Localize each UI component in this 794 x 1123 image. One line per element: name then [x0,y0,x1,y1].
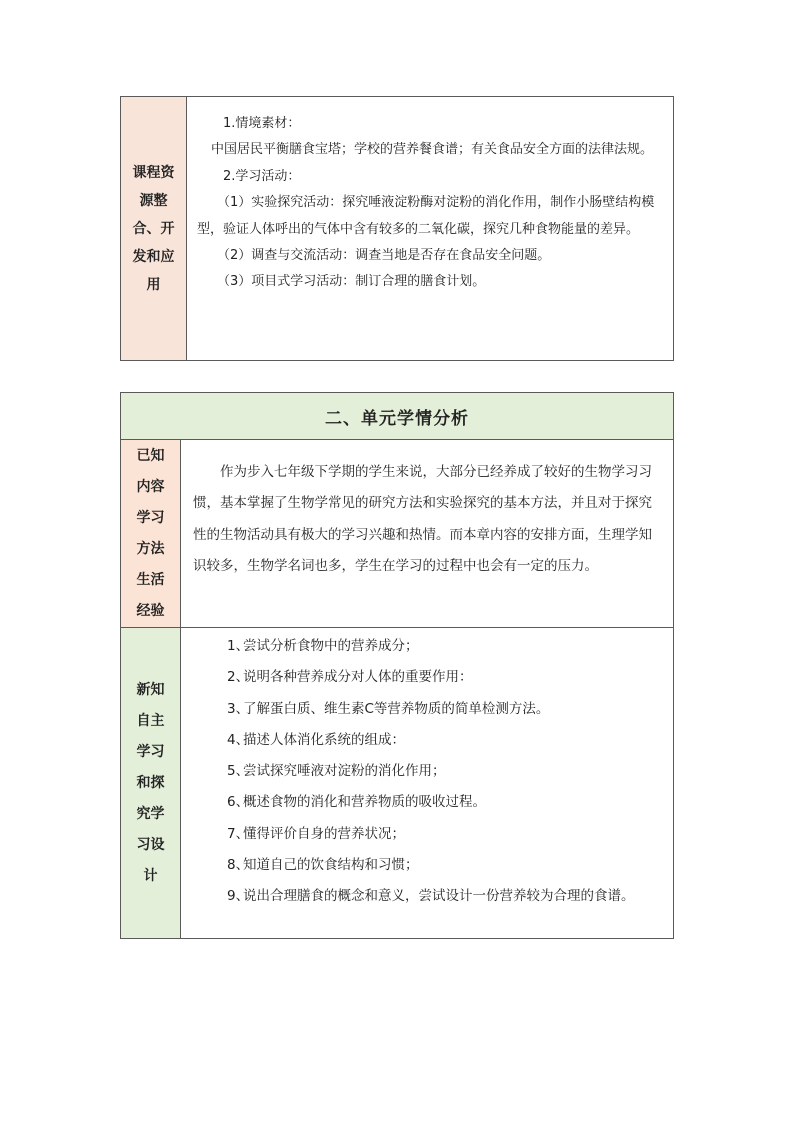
new-knowledge-label [137,675,165,892]
list-item [181,694,663,725]
list-item-number: 2、 [227,669,250,686]
list-item-number: 4、 [227,731,250,748]
list-item-text: 说出合理膳食的概念和意义，尝试设计一份营养较为合理的食谱。 [243,888,635,905]
new-knowledge-row [121,627,673,938]
list-item-text: 了解蛋白质、维生素C等营养物质的简单检测方法。 [243,700,550,717]
resource-paragraph: （1）实验探究活动：探究唾液淀粉酶对淀粉的消化作用，制作小肠壁结构模型，验证人体呼出的气体中含有较多的二氧化碳，探究几种食物能量的差异。 [197,195,655,237]
new-knowledge-label-line: 学习 [136,743,165,760]
resource-paragraph: 中国居民平衡膳食宝塔；学校的营养餐食谱；有关食品安全方面的法律法规。 [211,142,654,158]
resource-label-line: 源整 [139,192,168,209]
new-knowledge-label-cell [121,628,181,938]
resource-paragraph: （2）调查与交流活动：调查当地是否存在食品安全问题。 [217,248,551,264]
resource-table [120,96,674,361]
new-knowledge-label-line: 和探 [136,774,165,791]
list-item-text: 知道自己的饮食结构和习惯； [243,857,419,874]
list-item [181,881,663,912]
new-knowledge-label-line: 计 [143,867,158,884]
resource-label-cell [121,97,187,360]
list-item [181,787,663,818]
learner-analysis-table [120,392,674,939]
section-title: 二、单元学情分析 [121,393,673,439]
known-label [137,441,165,627]
list-item-text: 尝试探究唾液对淀粉的消化作用； [243,763,446,780]
new-knowledge-label-line: 自主 [136,712,165,729]
new-knowledge-label-line: 习设 [136,836,165,853]
list-item-number: 1、 [227,638,250,654]
known-label-line: 生活 [136,571,165,588]
list-item-number: 7、 [227,825,250,842]
known-label-line: 学习 [136,509,165,526]
new-knowledge-label-line: 新知 [136,681,165,698]
list-item [181,756,663,787]
resource-paragraph: 2.学习活动： [223,168,301,184]
list-item-number: 5、 [227,763,250,780]
resource-paragraph: （3）项目式学习活动：制订合理的膳食计划。 [217,274,486,290]
list-item-text: 描述人体消化系统的组成： [243,731,405,748]
list-item [181,662,663,693]
list-item-text: 尝试分析食物中的营养成分； [243,638,419,654]
list-item-number: 3、 [227,700,250,717]
known-label-line: 经验 [136,602,165,619]
objectives-list-cell [181,628,673,938]
new-knowledge-label-line: 究学 [136,805,165,822]
known-label-line: 内容 [136,478,165,495]
resource-paragraph: 1.情境素材： [223,116,301,131]
list-item-number: 6、 [227,794,250,811]
list-item-text: 懂得评价自身的营养状况； [243,825,405,842]
list-item [181,631,663,662]
resource-label-line: 合、开 [132,220,175,237]
list-item-number: 8、 [227,857,250,874]
known-label-line: 已知 [136,447,165,464]
known-content-text: 作为步入七年级下学期的学生来说，大部分已经养成了较好的生物学习习惯，基本掌握了生物学常见的研究方法和实验探究的基本方法，并且对于探究性的生物活动具有极大的学习兴趣和热情。而本章内容的安排方面，生理学知识较多，生物学名词也多，学生在学习的过程中也会有一定的压力。 [193,464,652,574]
list-item [181,725,663,756]
known-label-cell [121,440,181,627]
resource-row [121,97,673,360]
list-item [181,819,663,850]
resource-content [187,97,673,360]
list-item-text: 说明各种营养成分对人体的重要作用： [243,669,473,686]
list-item [181,850,663,881]
resource-label [133,159,175,299]
list-item-number: 9、 [227,888,250,905]
resource-label-line: 课程资 [132,164,175,181]
resource-label-line: 发和应 [132,248,175,265]
list-item-text: 概述食物的消化和营养物质的吸收过程。 [243,794,486,811]
objectives-list [181,631,663,913]
known-content-row [121,439,673,627]
known-label-line: 方法 [136,540,165,557]
resource-label-line: 用 [146,276,161,293]
